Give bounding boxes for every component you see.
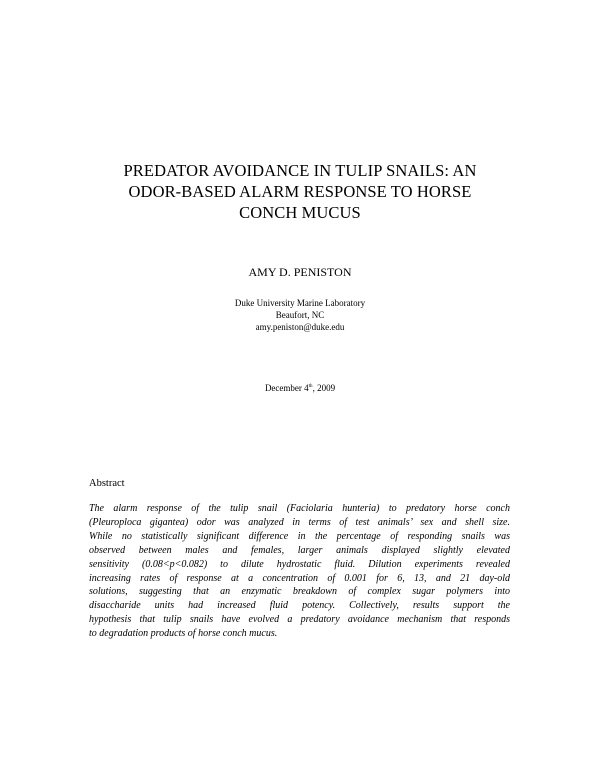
affiliation-block [0,297,600,333]
abstract-line: to degradation products of horse conch mucus. [89,628,278,640]
title-line: PREDATOR AVOIDANCE IN TULIP SNAILS: AN [123,161,477,180]
date-ordinal-suffix: th [308,384,313,389]
date-month-day: December 4 [264,383,309,393]
institution: Duke University Marine Laboratory [234,298,366,308]
abstract-heading: Abstract [89,478,125,489]
abstract-line: hypothesis that tulip snails have evolved a predatory avoidance mechanism that responds [89,614,510,626]
abstract-body [89,502,510,641]
abstract-line: The alarm response of the tulip snail (Faciolaria hunteria) to predatory horse conch [89,503,510,514]
abstract-line: (Pleuroploca gigantea) odor was analyzed in terms of test animals’ sex and shell size. [89,516,510,528]
abstract-line: sensitivity (0.08<p<0.082) to dilute hydrostatic fluid. Dilution experiments revealed [89,558,510,570]
location: Beaufort, NC [275,310,325,320]
date-year: , 2009 [312,383,336,393]
author-email: amy.peniston@duke.edu [255,322,345,332]
author-name: AMY D. PENISTON [248,265,352,279]
abstract-line: While no statistically significant difference in the percentage of responding snails was [89,530,510,542]
abstract-line: increasing rates of response at a concentration of 0.001 for 6, 13, and 21 day-old [89,572,510,584]
paper-title [0,160,600,223]
title-line: CONCH MUCUS [239,203,361,222]
paper-date [0,383,600,393]
abstract-line: disaccharide units had increased fluid potency. Collectively, results support the [89,600,510,612]
title-line: ODOR-BASED ALARM RESPONSE TO HORSE [128,182,472,201]
abstract-line: solutions, suggesting that an enzymatic breakdown of complex sugar polymers into [89,586,510,598]
abstract-line: observed between males and females, larger animals displayed slightly elevated [89,544,510,556]
